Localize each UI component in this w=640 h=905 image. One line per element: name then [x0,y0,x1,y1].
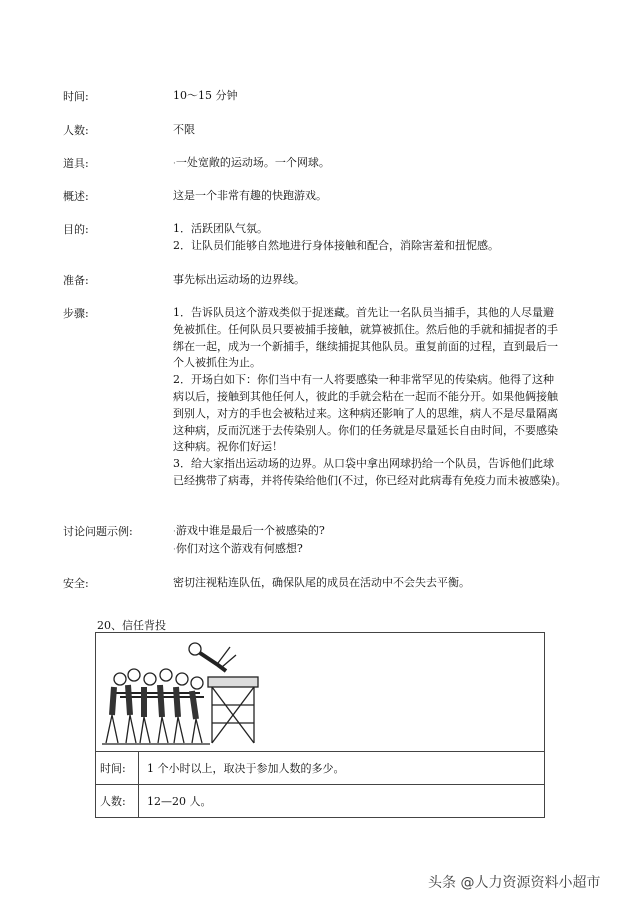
safety-label: 安全: [63,577,89,590]
steps-line: 绑在一起，成为一个新捕手，继续捕捉其他队员。重复前面的过程，直到最后一 [173,339,558,353]
illustration-cell [96,633,545,752]
steps-line: 到别人，对方的手也会被粘过来。这种病还影响了人的思维，病人不是尽量隔离 [173,406,558,420]
steps-line: 个人被抓住为止。 [173,356,261,370]
discussion-label: 讨论问题示例: [63,525,133,538]
time-label: 时间: [63,90,89,103]
prep-label: 准备: [63,274,89,287]
prep-value: 事先标出运动场的边界线。 [173,273,305,286]
goal-label: 目的: [63,223,89,236]
section-people-label: 人数: [96,785,139,818]
section-title: 20、信任背投 [97,619,166,632]
discussion-line: ·你们对这个游戏有何感想? [173,541,303,555]
overview-value: 这是一个非常有趣的快跑游戏。 [173,189,327,202]
steps-line: 3．给大家指出运动场的边界。从口袋中拿出网球扔给一个队员，告诉他们此球 [173,457,554,471]
goal-line: 1．活跃团队气氛。 [173,222,268,235]
discussion-line: ·游戏中谁是最后一个被感染的? [173,524,325,537]
steps-line: 已经携带了病毒，并将传染给他们(不过，你已经对此病毒有免疫力而未被感染)。 [173,473,567,487]
discussion-list [173,523,573,558]
props-value: ·一处宽敞的运动场。一个网球。 [173,156,330,169]
steps-line: 这种病。祝你们好运！ [173,440,283,454]
safety-value: 密切注视粘连队伍，确保队尾的成员在活动中不会失去平衡。 [173,576,470,589]
steps-line: 病以后，接触到其他任何人，彼此的手就会粘在一起而不能分开。如果他俩接触 [173,389,558,403]
bullet-icon: · [173,159,176,169]
section-time-label: 时间: [96,752,139,785]
goal-line: 2．让队员们能够自然地进行身体接触和配合，消除害羞和扭怩感。 [173,238,499,252]
watermark: 头条 @人力资源资料小超市 [428,875,601,891]
steps-line: 这种病，反而沉迷于去传染别人。你们的任务就是尽量延长自由时间，不要感染 [173,423,558,437]
steps-line: 免被抓住。任何队员只要被捕手接触，就算被抓住。然后他的手就和捕捉者的手 [173,322,558,336]
steps-line: 2．开场白如下：你们当中有一人将要感染一种非常罕见的传染病。他得了这种 [173,373,554,387]
people-label: 人数: [63,124,89,137]
bullet-icon: · [173,527,176,537]
people-value: 不限 [173,123,195,136]
steps-list [173,305,573,490]
props-label: 道具: [63,157,89,170]
steps-line: 1．告诉队员这个游戏类似于捉迷藏。首先让一名队员当捕手，其他的人尽量避 [173,306,554,319]
time-value: 10～15 分钟 [173,89,238,102]
goal-list [173,221,573,254]
steps-label: 步骤: [63,307,89,320]
section-table [95,632,545,818]
section-time-value: 1 个小时以上，取决于参加人数的多少。 [139,752,545,785]
bullet-icon: · [173,544,176,555]
overview-label: 概述: [63,190,89,203]
section-people-value: 12—20 人。 [139,785,545,818]
trust-fall-illustration-icon [100,635,265,749]
